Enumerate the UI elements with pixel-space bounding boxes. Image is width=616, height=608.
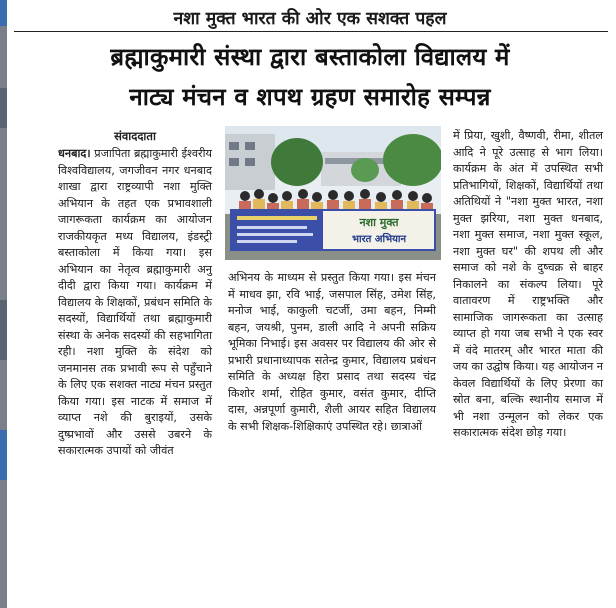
page-edge xyxy=(0,0,7,608)
banner-line-2: भारत अभियान xyxy=(351,234,407,245)
article-column-3: में प्रिया, खुशी, वैष्णवी, रीमा, शीतल आदि ने पूरे उत्साह से भाग लिया। कार्यक्रम के अंत में उपस्थित सभी प्रतिभागियों, शिक्षकों, विद्यार्थियों तथा अतिथियों ने "नशा मुक्त भारत, नशा मुक्त झरिया, नशा मुक्त धनबाद, नशा मुक्त समाज, नशा मुक्त स्कूल, नशा मुक्त घर" की शपथ ली और समाज को नशे के दुष्चक्र से बाहर निकालने का संकल्प लिया। पूरे वातावरण में राष्ट्रभक्ति और सामाजिक जागरूकता का उत्साह व्याप्त हो गया जब सभी ने एक स्वर में वंदे मातरम् और भारत माता की जय का उद्घोष किया। यह आयोजन न केवल विद्यार्थियों के लिए प्रेरणा का स्रोत बना, बल्कि स्थानीय समाज में भी नशा उन्मूलन को लेकर एक सकारात्मक संदेश छोड़ गया। xyxy=(453,129,603,439)
event-photo xyxy=(225,126,441,260)
headline-line-2: नाट्य मंचन व शपथ ग्रहण समारोह सम्पन्न xyxy=(129,83,491,111)
edge-mark xyxy=(0,88,7,128)
article-column-2: अभिनय के माध्यम से प्रस्तुत किया गया। इस मंचन में माधव झा, रवि भाई, जसपाल सिंह, उमेश सिंह, मनोज भाई, काकुली चटर्जी, उमा बहन, निम्मी बहन, जयश्री, पुनम, डाली आदि ने अपनी सक्रिय भूमिका निभाई। इस अवसर पर विद्यालय की ओर से प्रभारी प्रधानाध्यापक सतेन्द्र कुमार, विद्यालय प्रबंधन समिति के अध्यक्ष हिरा प्रसाद तथा सदस्य चंद्र किशोर शर्मा, रोहित कुमार, वसंत कुमार, दीप्ति दास, अन्नपूर्णा कुमारी, शैली आयर सहित विद्यालय के सभी शिक्षक-शिक्षिकाएं उपस्थित रहे। छात्राओं xyxy=(228,271,436,433)
article-column-1 xyxy=(58,146,212,460)
edge-mark xyxy=(0,0,7,26)
kicker-heading: नशा मुक्त भारत की ओर एक सशक्त पहल xyxy=(173,9,447,29)
event-photo-icon xyxy=(225,126,441,260)
byline: संवाददाता xyxy=(114,129,156,143)
column-1-text: प्रजापिता ब्रह्माकुमारी ईश्वरीय विश्वविद्यालय, जगजीवन नगर धनबाद शाखा द्वारा राष्ट्रव्यापी नशा मुक्ति अभियान के तहत एक प्रभावशाली जागरूकता कार्यक्रम का आयोजन राजकीयकृत मध्य विद्यालय, इंडस्ट्री बस्ताकोला में किया गया। इस अभियान का नेतृत्व ब्रह्माकुमारी अनु दीदी द्वारा किया गया। कार्यक्रम में विद्यालय के शिक्षकों, प्रबंधन समिति के सदस्यों, विद्यार्थियों तथा ब्रह्माकुमारी संस्था के अनेक सदस्यों की सहभागिता रही। नशा मुक्ति के संदेश को जनमानस तक प्रभावी रूप से पहुँचाने के लिए एक सशक्त नाट्य मंचन प्रस्तुत किया गया। इस नाटक में समाज में व्याप्त नशे की बुराइयों, उसके दुष्प्रभावों और उससे उबरने के सकारात्मक उपायों को जीवंत xyxy=(58,147,212,457)
dateline: धनबाद। xyxy=(58,147,91,160)
edge-mark xyxy=(0,300,7,360)
headline-line-1: ब्रह्माकुमारी संस्था द्वारा बस्ताकोला विद्यालय में xyxy=(110,43,510,71)
banner-line-1: नशा मुक्त xyxy=(359,216,399,229)
divider xyxy=(14,31,608,32)
edge-mark xyxy=(0,430,7,480)
